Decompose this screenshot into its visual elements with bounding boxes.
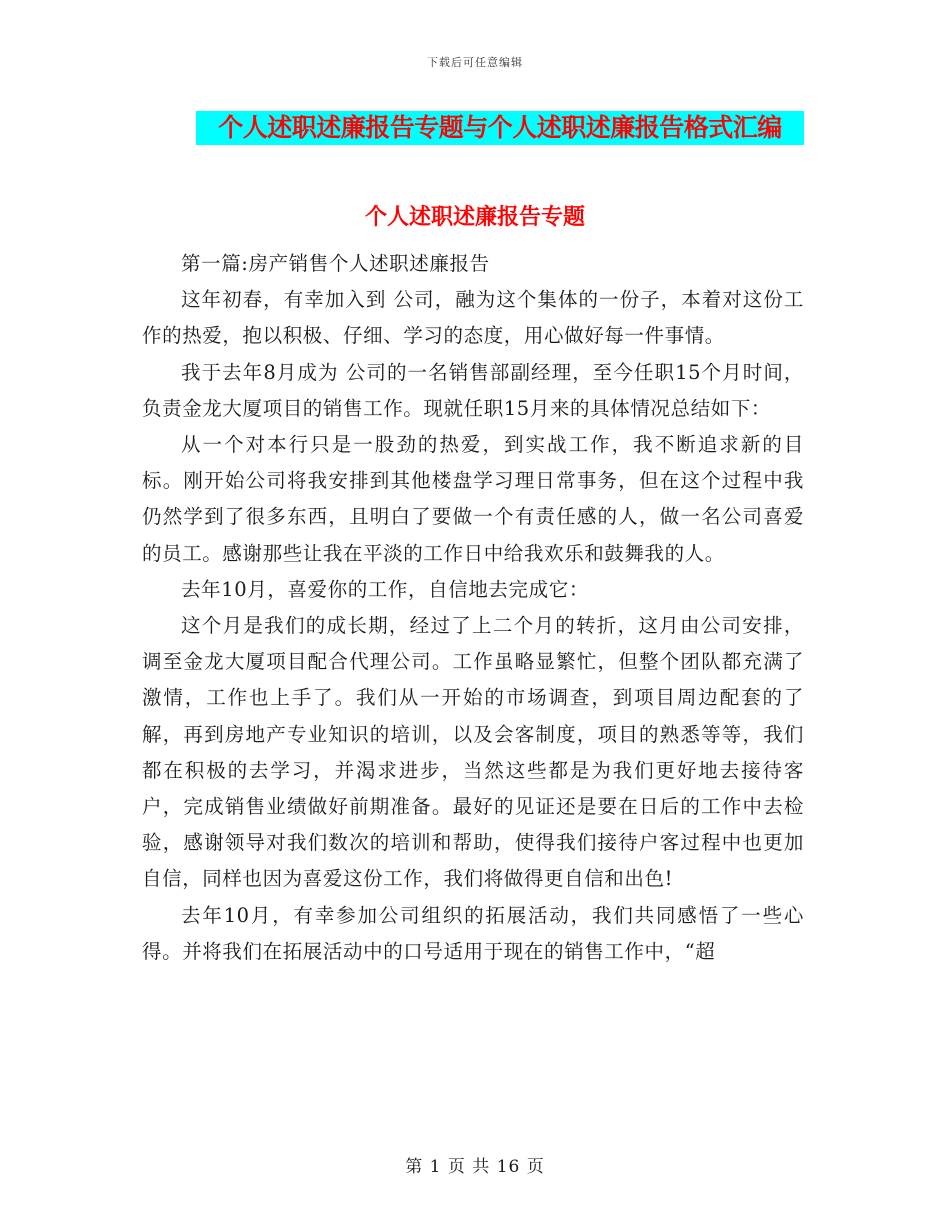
paragraph: 去年10月，有幸参加公司组织的拓展活动，我们共同感悟了一些心得。并将我们在拓展活动中的口号适用于现在的销售工作中，“超 xyxy=(142,903,804,963)
paragraph: 这个月是我们的成长期，经过了上二个月的转折，这月由公司安排，调至金龙大厦项目配合代理公司。工作虽略显繁忙，但整个团队都充满了激情，工作也上手了。我们从一开始的市场调查，到项目周边配套的了解，再到房地产专业知识的培训，以及会客制度，项目的熟悉等等，我们都在积极的去学习，并渴求进步，当然这些都是为我们更好地去接待客户，完成销售业绩做好前期准备。最好的见证还是要在日后的工作中去检验，感谢领导对我们数次的培训和帮助，使得我们接待户客过程中也更加自信，同样也因为喜爱这份工作，我们将做得更自信和出色! xyxy=(142,614,804,891)
paragraph: 这年初春，有幸加入到 公司，融为这个集体的一份子，本着对这份工作的热爱，抱以积极、仔细、学习的态度，用心做好每一件事情。 xyxy=(142,288,804,348)
paragraph: 我于去年8月成为 公司的一名销售部副经理，至今任职15个月时间，负责金龙大厦项目的销售工作。现就任职15月来的具体情况总结如下： xyxy=(142,360,804,420)
paragraph: 第一篇:房产销售个人述职述廉报告 xyxy=(181,252,490,275)
document-body xyxy=(142,246,804,970)
paragraph: 从一个对本行只是一股劲的热爱，到实战工作，我不断追求新的目标。刚开始公司将我安排到其他楼盘学习理日常事务，但在这个过程中我仍然学到了很多东西，且明白了要做一个有责任感的人，做一名公司喜爱的员工。感谢那些让我在平淡的工作日中给我欢乐和鼓舞我的人。 xyxy=(142,433,804,565)
page-footer: 第 1 页 共 16 页 xyxy=(405,1157,545,1177)
section-title: 个人述职述廉报告专题 xyxy=(364,204,585,230)
document-title: 个人述职述廉报告专题与个人述职述廉报告格式汇编 xyxy=(218,113,782,142)
paragraph: 去年10月，喜爱你的工作，自信地去完成它： xyxy=(181,577,589,601)
header-note: 下载后可任意编辑 xyxy=(427,56,523,69)
